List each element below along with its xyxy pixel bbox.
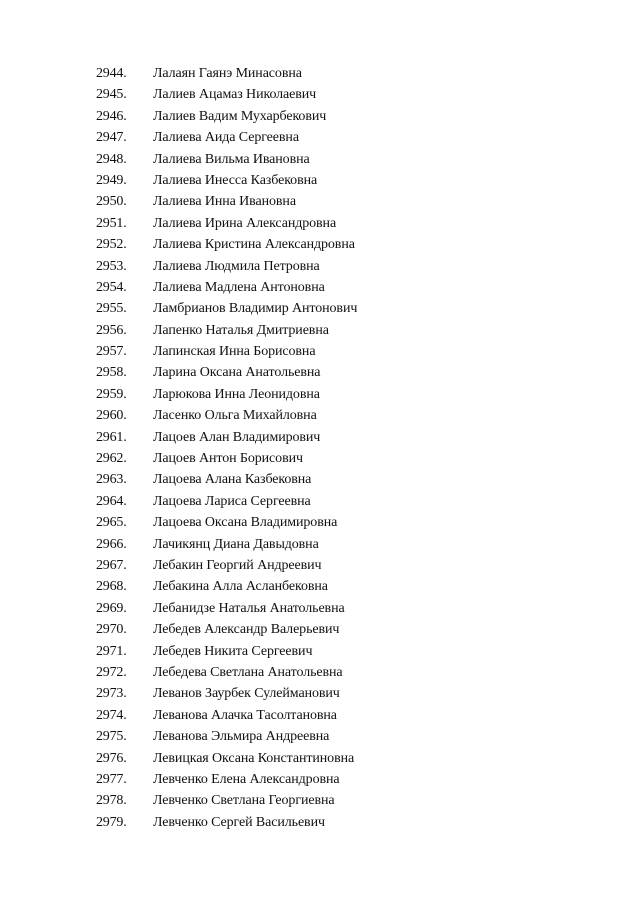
item-number: 2957. — [96, 344, 127, 360]
person-name: Леванов Заурбек Сулейманович — [153, 686, 340, 702]
item-number: 2953. — [96, 258, 127, 274]
person-name: Лацоева Лариса Сергеевна — [153, 493, 311, 509]
item-number: 2960. — [96, 408, 127, 424]
person-name: Леванова Алачка Тасолтановна — [153, 707, 337, 723]
item-number: 2956. — [96, 322, 127, 338]
list-item — [96, 256, 596, 277]
item-number: 2977. — [96, 771, 127, 787]
item-number: 2954. — [96, 279, 127, 295]
list-item — [96, 191, 596, 212]
item-number: 2979. — [96, 814, 127, 830]
item-number: 2965. — [96, 515, 127, 531]
list-item — [96, 298, 596, 319]
person-name: Лалаян Гаянэ Минасовна — [153, 66, 302, 81]
item-number: 2968. — [96, 579, 127, 595]
person-name: Лебанидзе Наталья Анатольевна — [153, 600, 345, 616]
list-item — [96, 405, 596, 426]
person-name: Левченко Светлана Георгиевна — [153, 793, 335, 809]
list-item — [96, 726, 596, 747]
list-item — [96, 63, 596, 84]
list-item — [96, 84, 596, 105]
list-item — [96, 662, 596, 683]
list-item — [96, 427, 596, 448]
item-number: 2958. — [96, 365, 127, 381]
person-name: Левченко Елена Александровна — [153, 771, 340, 787]
person-name: Леванова Эльмира Андреевна — [153, 729, 330, 745]
list-item — [96, 790, 596, 811]
list-item — [96, 170, 596, 191]
list-item — [96, 769, 596, 790]
list-item — [96, 213, 596, 234]
list-item — [96, 384, 596, 405]
item-number: 2947. — [96, 130, 127, 146]
item-number: 2952. — [96, 237, 127, 253]
item-number: 2967. — [96, 557, 127, 573]
person-name: Ларюкова Инна Леонидовна — [153, 386, 320, 402]
item-number: 2944. — [96, 66, 127, 81]
list-item — [96, 469, 596, 490]
list-item — [96, 320, 596, 341]
item-number: 2963. — [96, 472, 127, 488]
person-name: Лалиева Ирина Александровна — [153, 215, 337, 231]
item-number: 2964. — [96, 493, 127, 509]
list-item — [96, 127, 596, 148]
person-name: Ламбрианов Владимир Антонович — [153, 301, 358, 317]
person-name: Лапинская Инна Борисовна — [153, 344, 316, 360]
item-number: 2969. — [96, 600, 127, 616]
person-name: Лалиева Инесса Казбековна — [153, 172, 318, 188]
list-item — [96, 576, 596, 597]
person-name: Лапенко Наталья Дмитриевна — [153, 322, 329, 338]
person-name: Лацоев Антон Борисович — [153, 451, 303, 467]
person-name: Лалиев Вадим Мухарбекович — [153, 108, 327, 124]
item-number: 2951. — [96, 215, 127, 231]
list-item — [96, 748, 596, 769]
list-item — [96, 341, 596, 362]
person-name: Лебедева Светлана Анатольевна — [153, 664, 343, 680]
item-number: 2974. — [96, 707, 127, 723]
list-item — [96, 448, 596, 469]
item-number: 2970. — [96, 622, 127, 638]
item-number: 2975. — [96, 729, 127, 745]
person-name: Ларина Оксана Анатольевна — [153, 365, 321, 381]
list-item — [96, 512, 596, 533]
list-item — [96, 491, 596, 512]
person-name: Ласенко Ольга Михайловна — [153, 408, 317, 424]
list-item — [96, 534, 596, 555]
item-number: 2949. — [96, 172, 127, 188]
person-name: Лалиева Кристина Александровна — [153, 237, 355, 253]
item-number: 2948. — [96, 151, 127, 167]
person-name: Лачикянц Диана Давыдовна — [153, 536, 319, 552]
list-item — [96, 812, 596, 833]
item-number: 2978. — [96, 793, 127, 809]
list-item — [96, 619, 596, 640]
list-item — [96, 641, 596, 662]
item-number: 2959. — [96, 386, 127, 402]
person-name: Лалиева Людмила Петровна — [153, 258, 320, 274]
list-item — [96, 705, 596, 726]
numbered-name-list — [96, 63, 596, 833]
list-item — [96, 598, 596, 619]
person-name: Лацоева Оксана Владимировна — [153, 515, 338, 531]
person-name: Лалиева Мадлена Антоновна — [153, 279, 325, 295]
item-number: 2961. — [96, 429, 127, 445]
person-name: Лебедев Никита Сергеевич — [153, 643, 313, 659]
item-number: 2946. — [96, 108, 127, 124]
item-number: 2950. — [96, 194, 127, 210]
person-name: Лебедев Александр Валерьевич — [153, 622, 340, 638]
item-number: 2972. — [96, 664, 127, 680]
person-name: Левченко Сергей Васильевич — [153, 814, 325, 830]
person-name: Лебакин Георгий Андреевич — [153, 557, 322, 573]
list-item — [96, 362, 596, 383]
person-name: Лацоев Алан Владимирович — [153, 429, 321, 445]
item-number: 2966. — [96, 536, 127, 552]
person-name: Лалиева Аида Сергеевна — [153, 130, 299, 146]
person-name: Лацоева Алана Казбековна — [153, 472, 312, 488]
item-number: 2962. — [96, 451, 127, 467]
list-item — [96, 555, 596, 576]
item-number: 2973. — [96, 686, 127, 702]
list-item — [96, 149, 596, 170]
item-number: 2955. — [96, 301, 127, 317]
person-name: Лалиева Вильма Ивановна — [153, 151, 310, 167]
list-item — [96, 234, 596, 255]
item-number: 2976. — [96, 750, 127, 766]
list-item — [96, 277, 596, 298]
list-item — [96, 683, 596, 704]
list-item — [96, 106, 596, 127]
person-name: Лалиев Ацамаз Николаевич — [153, 87, 317, 103]
person-name: Лалиева Инна Ивановна — [153, 194, 296, 210]
item-number: 2971. — [96, 643, 127, 659]
item-number: 2945. — [96, 87, 127, 103]
person-name: Лебакина Алла Асланбековна — [153, 579, 328, 595]
person-name: Левицкая Оксана Константиновна — [153, 750, 355, 766]
